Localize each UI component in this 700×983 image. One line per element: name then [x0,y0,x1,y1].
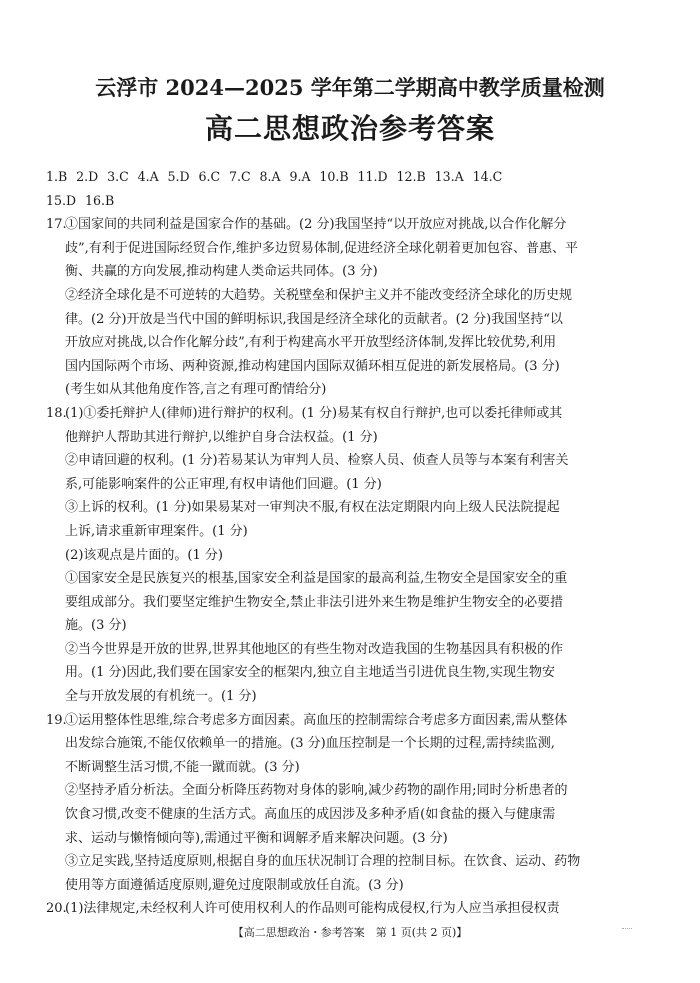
question-20 [46,897,645,921]
answer-line: 律。(2 分)开放是当代中国的鲜明标识,我国是经济全球化的贡献者。(2 分)我国坚持“以 [65,311,563,327]
answer-line: ③立足实践,坚持适度原则,根据自身的血压状况制订合理的控制目标。在饮食、运动、药物 [65,854,581,870]
answer-line: (考生如从其他角度作答,言之有理可酌情给分) [65,382,327,398]
document-title: 高二思想政治参考答案 [204,112,495,145]
mc-answer: 6.C [198,170,221,185]
answer-line: 使用等方面遵循适度原则,避免过度限制或放任自流。(3 分) [65,877,404,893]
answer-line: ③上诉的权利。(1 分)如果易某对一审判决不服,有权在法定期限内向上级人民法院提起 [65,500,560,516]
page-footer: 【高二思想政治・参考答案 第 1 页(共 2 页)】 [232,926,468,939]
mc-answer: 10.B [319,170,349,185]
answer-line: 衡、共赢的方向发展,推动构建人类命运共同体。(3 分) [65,264,378,280]
answer-body [46,166,645,921]
answer-line: 出发综合施策,不能仅依赖单一的措施。(3 分)血压控制是一个长期的过程,需持续监测, [65,736,555,752]
answer-line: 系,可能影响案件的公正审理,有权申请他们回避。(1 分) [65,476,382,492]
answer-line: (1)①委托辩护人(律师)进行辩护的权利。(1 分)易某有权自行辩护,也可以委托律师或其 [65,405,563,421]
mc-answer: 16.B [84,193,115,209]
answer-line: 上诉,请求重新审理案件。(1 分) [65,523,248,539]
corner-mark [622,928,632,930]
mc-answer: 12.B [396,170,426,185]
mc-answer: 11.D [357,170,388,185]
answer-line: 求、运动与懒惰倾向等),需通过平衡和调解矛盾来解决问题。(3 分) [65,830,448,846]
answer-line: 用。(1 分)因此,我们要在国家安全的框架内,独立自主地适当引进优良生物,实现生物安 [65,665,555,681]
answer-line: ①国家安全是民族复兴的根基,国家安全利益是国家的最高利益,生物安全是国家安全的重 [65,571,568,587]
question-17 [46,213,645,402]
question-number: 17. [46,217,67,233]
answer-line: 要组成部分。我们要坚定维护生物安全,禁止非法引进外来生物是维护生物安全的必要措 [65,594,564,610]
mc-answers-row-2 [46,190,626,214]
answer-line: 施。(3 分) [65,618,127,634]
mc-answer: 5.D [167,170,190,185]
answer-line: (2)该观点是片面的。(1 分) [65,547,223,563]
mc-answer: 1.B [46,170,68,185]
answer-line: ②经济全球化是不可逆转的大趋势。关税壁垒和保护主义并不能改变经济全球化的历史规 [65,287,573,303]
mc-answer: 3.C [107,170,129,185]
answer-line: 他辩护人帮助其进行辩护,以维护自身合法权益。(1 分) [65,429,378,445]
mc-answer: 4.A [137,170,159,185]
answer-line: 国内国际两个市场、两种资源,推动构建国内国际双循环相互促进的新发展格局。(3 分) [65,358,560,374]
answer-line: 开放应对挑战,以合作化解分歧”,有利于构建高水平开放型经济体制,发挥比较优势,利用 [65,335,557,351]
question-number: 19. [46,712,67,728]
answer-line: ②申请回避的权利。(1 分)若易某认为审判人员、检察人员、侦查人员等与本案有利害关 [65,453,569,469]
mc-answer: 7.C [228,170,251,185]
answer-line: ①运用整体性思维,综合考虑多方面因素。高血压的控制需综合考虑多方面因素,需从整体 [65,712,568,728]
answer-line: 不断调整生活习惯,不能一蹴而就。(3 分) [65,759,300,775]
question-number: 18. [46,405,67,421]
answer-line: (1)法律规定,未经权利人许可使用权利人的作品则可能构成侵权,行为人应当承担侵权责 [65,901,560,917]
question-19 [46,709,645,898]
mc-answer: 14.C [472,170,503,185]
answer-line: ②坚持矛盾分析法。全面分析降压药物对身体的影响,减少药物的副作用;同时分析患者的 [65,783,568,799]
answer-line: 饮食习惯,改变不健康的生活方式。高血压的成因涉及多种矛盾(如食盐的摄入与健康需 [65,807,556,823]
exam-title: 云浮市 2024—2025 学年第二学期高中教学质量检测 [95,75,605,100]
answer-line: 歧”,有利于促进国际经贸合作,维护多边贸易体制,促进经济全球化朝着更加包容、普惠、平 [65,240,579,256]
answer-line: ①国家间的共同利益是国家合作的基础。(2 分)我国坚持“以开放应对挑战,以合作化解分 [65,217,567,233]
mc-answer: 2.D [76,170,99,185]
question-18 [46,402,645,709]
mc-answer: 15.D [46,193,77,209]
mc-answer: 13.A [434,170,464,185]
answer-line: 全与开放发展的有机统一。(1 分) [65,689,257,705]
mc-answer: 8.A [259,170,281,185]
mc-answers-row-1 [46,166,626,190]
question-number: 20. [46,901,67,917]
answer-line: ②当今世界是开放的世界,世界其他地区的有些生物对改造我国的生物基因具有积极的作 [65,641,564,657]
mc-answer: 9.A [289,170,311,185]
